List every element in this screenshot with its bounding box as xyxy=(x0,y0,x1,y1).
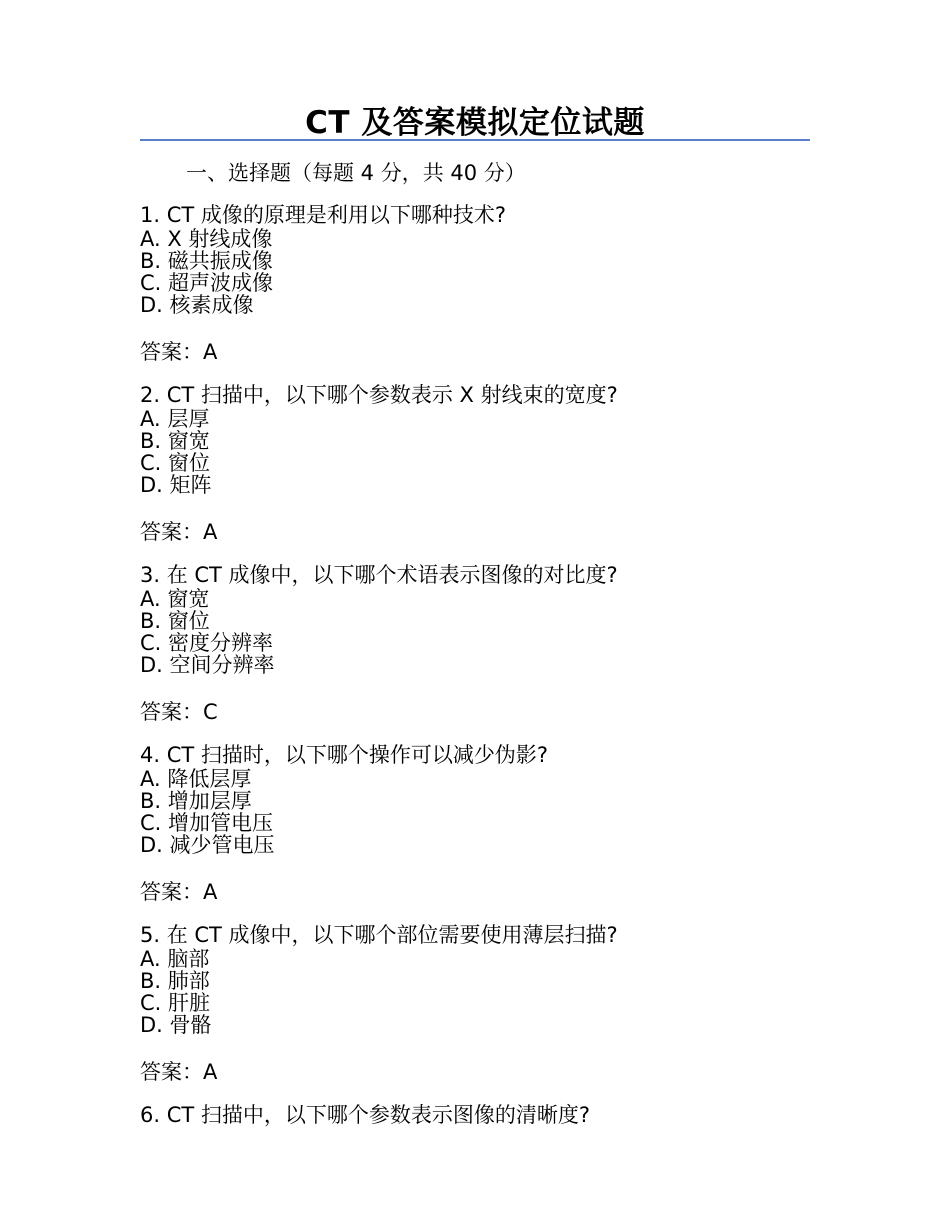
option-c: C. 增加管电压 xyxy=(140,811,274,835)
answer-line: 答案：A xyxy=(140,1060,218,1084)
answer-line: 答案：A xyxy=(140,880,218,904)
question-stem: 2. CT 扫描中，以下哪个参数表示 X 射线束的宽度? xyxy=(140,383,618,407)
question-stem: 1. CT 成像的原理是利用以下哪种技术? xyxy=(140,203,507,227)
option-a: A. 窗宽 xyxy=(140,587,210,611)
question-5 xyxy=(140,920,840,1087)
option-c: C. 密度分辨率 xyxy=(140,631,274,655)
question-6 xyxy=(140,1100,840,1128)
option-c: C. 肝脏 xyxy=(140,991,211,1015)
question-3 xyxy=(140,560,840,727)
option-d: D. 矩阵 xyxy=(140,473,212,497)
question-2 xyxy=(140,380,840,547)
option-b: B. 增加层厚 xyxy=(140,789,252,813)
question-stem: 5. 在 CT 成像中，以下哪个部位需要使用薄层扫描? xyxy=(140,923,618,947)
title-underline xyxy=(140,139,810,141)
question-stem: 3. 在 CT 成像中，以下哪个术语表示图像的对比度? xyxy=(140,563,618,587)
option-a: A. 降低层厚 xyxy=(140,767,252,791)
option-b: B. 磁共振成像 xyxy=(140,249,273,273)
question-1 xyxy=(140,200,840,367)
question-list xyxy=(140,200,840,1141)
answer-line: 答案：A xyxy=(140,340,218,364)
option-c: C. 窗位 xyxy=(140,451,211,475)
option-c: C. 超声波成像 xyxy=(140,271,274,295)
question-stem: 6. CT 扫描中，以下哪个参数表示图像的清晰度? xyxy=(140,1103,591,1127)
option-b: B. 窗位 xyxy=(140,609,210,633)
option-d: D. 减少管电压 xyxy=(140,833,275,857)
option-d: D. 骨骼 xyxy=(140,1013,212,1037)
option-a: A. 层厚 xyxy=(140,407,210,431)
option-b: B. 窗宽 xyxy=(140,429,210,453)
option-d: D. 核素成像 xyxy=(140,293,254,317)
option-b: B. 肺部 xyxy=(140,969,210,993)
option-a: A. X 射线成像 xyxy=(140,227,273,251)
option-d: D. 空间分辨率 xyxy=(140,653,275,677)
answer-line: 答案：C xyxy=(140,700,218,724)
section-heading: 一、选择题（每题 4 分，共 40 分） xyxy=(186,161,526,185)
answer-line: 答案：A xyxy=(140,520,218,544)
option-a: A. 脑部 xyxy=(140,947,210,971)
document-title: CT 及答案模拟定位试题 xyxy=(305,105,645,141)
question-stem: 4. CT 扫描时，以下哪个操作可以减少伪影? xyxy=(140,743,549,767)
question-4 xyxy=(140,740,840,907)
